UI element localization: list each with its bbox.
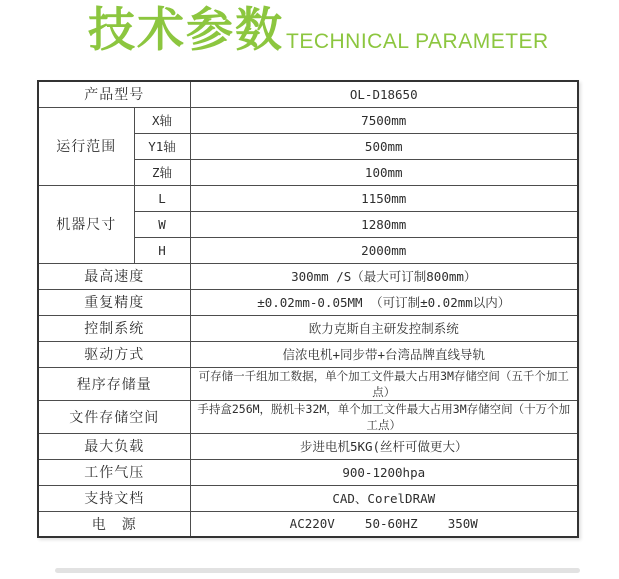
row-value: 7500mm: [190, 107, 578, 133]
axis-label: X轴: [134, 107, 190, 133]
table-row-precision: [38, 289, 578, 315]
axis-label: W: [134, 211, 190, 237]
table-row-air-pressure: [38, 459, 578, 485]
row-label: 支持文档: [38, 485, 190, 511]
row-value: 2000mm: [190, 237, 578, 263]
axis-label: Z轴: [134, 159, 190, 185]
axis-label: Y1轴: [134, 133, 190, 159]
row-label: 控制系统: [38, 315, 190, 341]
row-value: CAD、CorelDRAW: [190, 485, 578, 511]
row-value: 500mm: [190, 133, 578, 159]
row-label: 驱动方式: [38, 341, 190, 367]
row-label: 最高速度: [38, 263, 190, 289]
row-value: 900-1200hpa: [190, 459, 578, 485]
table-row-supported-docs: [38, 485, 578, 511]
page-title: [88, 2, 549, 61]
next-image-top-edge: [55, 568, 580, 573]
table-row-control-system: [38, 315, 578, 341]
table-row-power: [38, 511, 578, 537]
table-row-size-l: [38, 185, 578, 211]
table-row-max-load: [38, 433, 578, 459]
row-label: 工作气压: [38, 459, 190, 485]
table-row-drive: [38, 341, 578, 367]
row-value: 1150mm: [190, 185, 578, 211]
table-row-range-x: [38, 107, 578, 133]
row-value: 手持盒256M，脱机卡32M，单个加工文件最大占用3M存储空间（十万个加工点）: [190, 400, 578, 433]
row-value: 1280mm: [190, 211, 578, 237]
group-label-range: 运行范围: [38, 107, 134, 185]
row-value: 100mm: [190, 159, 578, 185]
axis-label: H: [134, 237, 190, 263]
row-value: OL-D18650: [190, 81, 578, 107]
table-row-program-storage: [38, 367, 578, 400]
title-english: TECHNICAL PARAMETER: [286, 29, 549, 53]
row-value: 步进电机5KG(丝杆可做更大）: [190, 433, 578, 459]
row-value: 欧力克斯自主研发控制系统: [190, 315, 578, 341]
axis-label: L: [134, 185, 190, 211]
table-row-speed: [38, 263, 578, 289]
row-label: 产品型号: [38, 81, 190, 107]
row-value: 300mm /S（最大可订制800mm）: [190, 263, 578, 289]
table-row-model: [38, 81, 578, 107]
row-value: AC220V 50-60HZ 350W: [190, 511, 578, 537]
title-chinese: 技术参数: [88, 3, 284, 58]
row-label: 最大负载: [38, 433, 190, 459]
row-value: 可存储一千组加工数据，单个加工文件最大占用3M存储空间（五千个加工点）: [190, 367, 578, 400]
row-label: 程序存储量: [38, 367, 190, 400]
table-row-file-storage: [38, 400, 578, 433]
row-label: 文件存储空间: [38, 400, 190, 433]
row-value: ±0.02mm-0.05MM （可订制±0.02mm以内）: [190, 289, 578, 315]
group-label-size: 机器尺寸: [38, 185, 134, 263]
row-value: 信浓电机+同步带+台湾品牌直线导轨: [190, 341, 578, 367]
row-label: 重复精度: [38, 289, 190, 315]
row-label: 电 源: [38, 511, 190, 537]
spec-table: [37, 80, 579, 538]
